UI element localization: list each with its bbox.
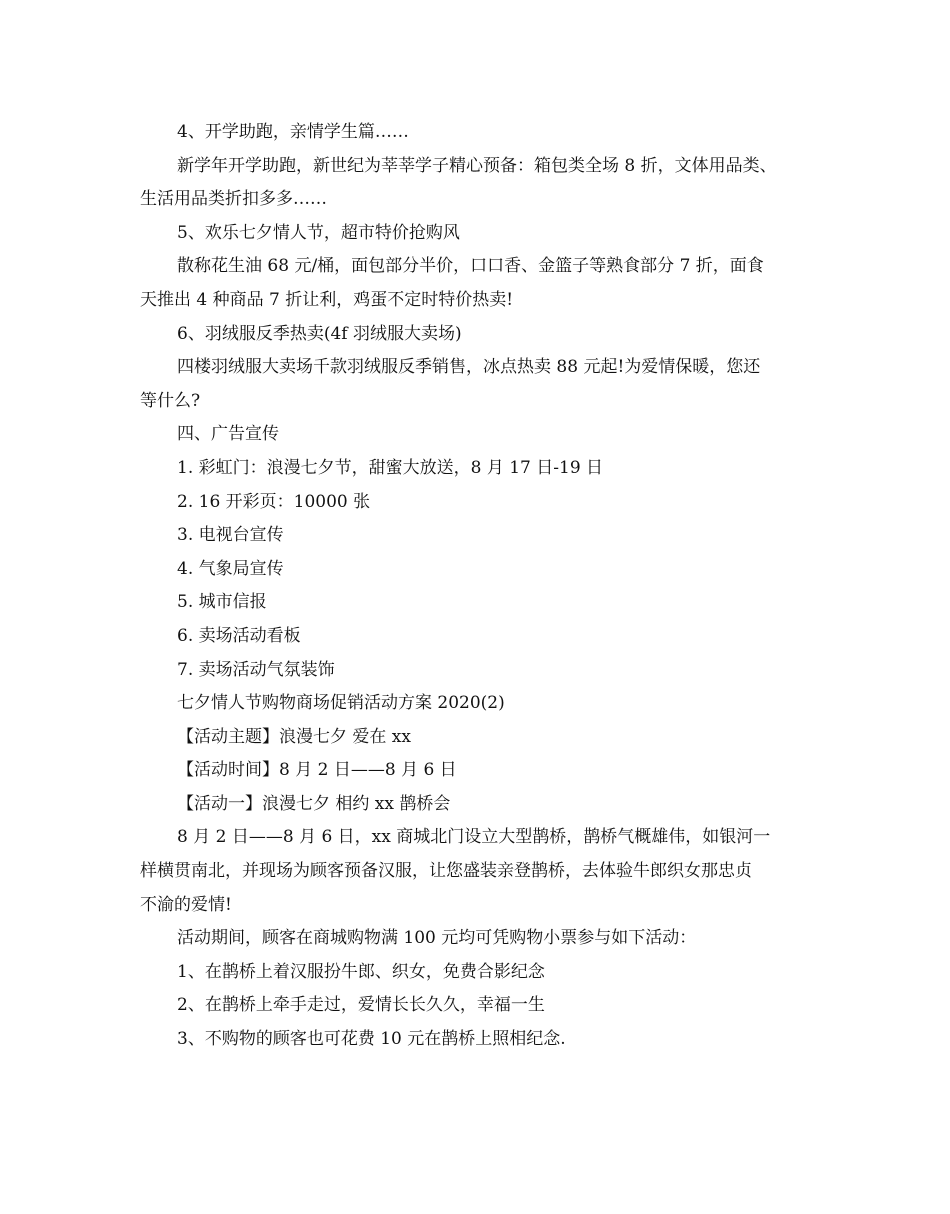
text-line: 6. 卖场活动看板 [177, 625, 301, 646]
text-line: 【活动一】浪漫七夕 相约 xx 鹊桥会 [177, 793, 451, 814]
text-line: 【活动主题】浪漫七夕 爱在 xx [177, 726, 411, 747]
text-line: 6、羽绒服反季热卖(4f 羽绒服大卖场) [177, 323, 462, 344]
text-line: 天推出 4 种商品 7 折让利，鸡蛋不定时特价热卖! [140, 289, 514, 310]
text-line: 2、在鹊桥上牵手走过，爱情长长久久，幸福一生 [177, 995, 545, 1016]
text-line: 1、在鹊桥上着汉服扮牛郎、织女，免费合影纪念 [177, 961, 545, 982]
text-line: 新学年开学助跑，新世纪为莘莘学子精心预备：箱包类全场 8 折，文体用品类、 [177, 155, 777, 176]
text-line: 4. 气象局宣传 [177, 558, 284, 579]
text-line: 7. 卖场活动气氛装饰 [177, 659, 335, 680]
text-line: 3. 电视台宣传 [177, 525, 284, 546]
text-line: 2. 16 开彩页：10000 张 [177, 491, 371, 512]
text-line: 四楼羽绒服大卖场千款羽绒服反季销售，冰点热卖 88 元起!为爱情保暖，您还 [177, 357, 761, 378]
text-line: 生活用品类折扣多多…… [140, 189, 327, 210]
text-line: 1. 彩虹门：浪漫七夕节，甜蜜大放送，8 月 17 日-19 日 [177, 457, 604, 478]
text-line: 8 月 2 日——8 月 6 日，xx 商城北门设立大型鹊桥，鹊桥气概雄伟，如银河一 [177, 827, 771, 848]
text-line: 不渝的爱情! [140, 894, 232, 915]
text-line: 等什么? [140, 390, 201, 411]
text-line: 样横贯南北，并现场为顾客预备汉服，让您盛装亲登鹊桥，去体验牛郎织女那忠贞 [140, 861, 752, 882]
text-line: 四、广告宣传 [177, 424, 279, 445]
text-line: 5. 城市信报 [177, 592, 267, 613]
text-line: 5、欢乐七夕情人节，超市特价抢购风 [177, 222, 460, 243]
text-line: 4、开学助跑，亲情学生篇…… [177, 122, 409, 142]
text-line: 七夕情人节购物商场促销活动方案 2020(2) [177, 693, 505, 714]
text-line: 散称花生油 68 元/桶，面包部分半价，口口香、金篮子等熟食部分 7 折，面食 [177, 256, 764, 277]
text-line: 活动期间，顾客在商城购物满 100 元均可凭购物小票参与如下活动： [177, 928, 697, 949]
document-body [140, 116, 830, 1057]
text-line: 【活动时间】8 月 2 日——8 月 6 日 [177, 760, 457, 781]
text-line: 3、不购物的顾客也可花费 10 元在鹊桥上照相纪念. [177, 1029, 566, 1050]
